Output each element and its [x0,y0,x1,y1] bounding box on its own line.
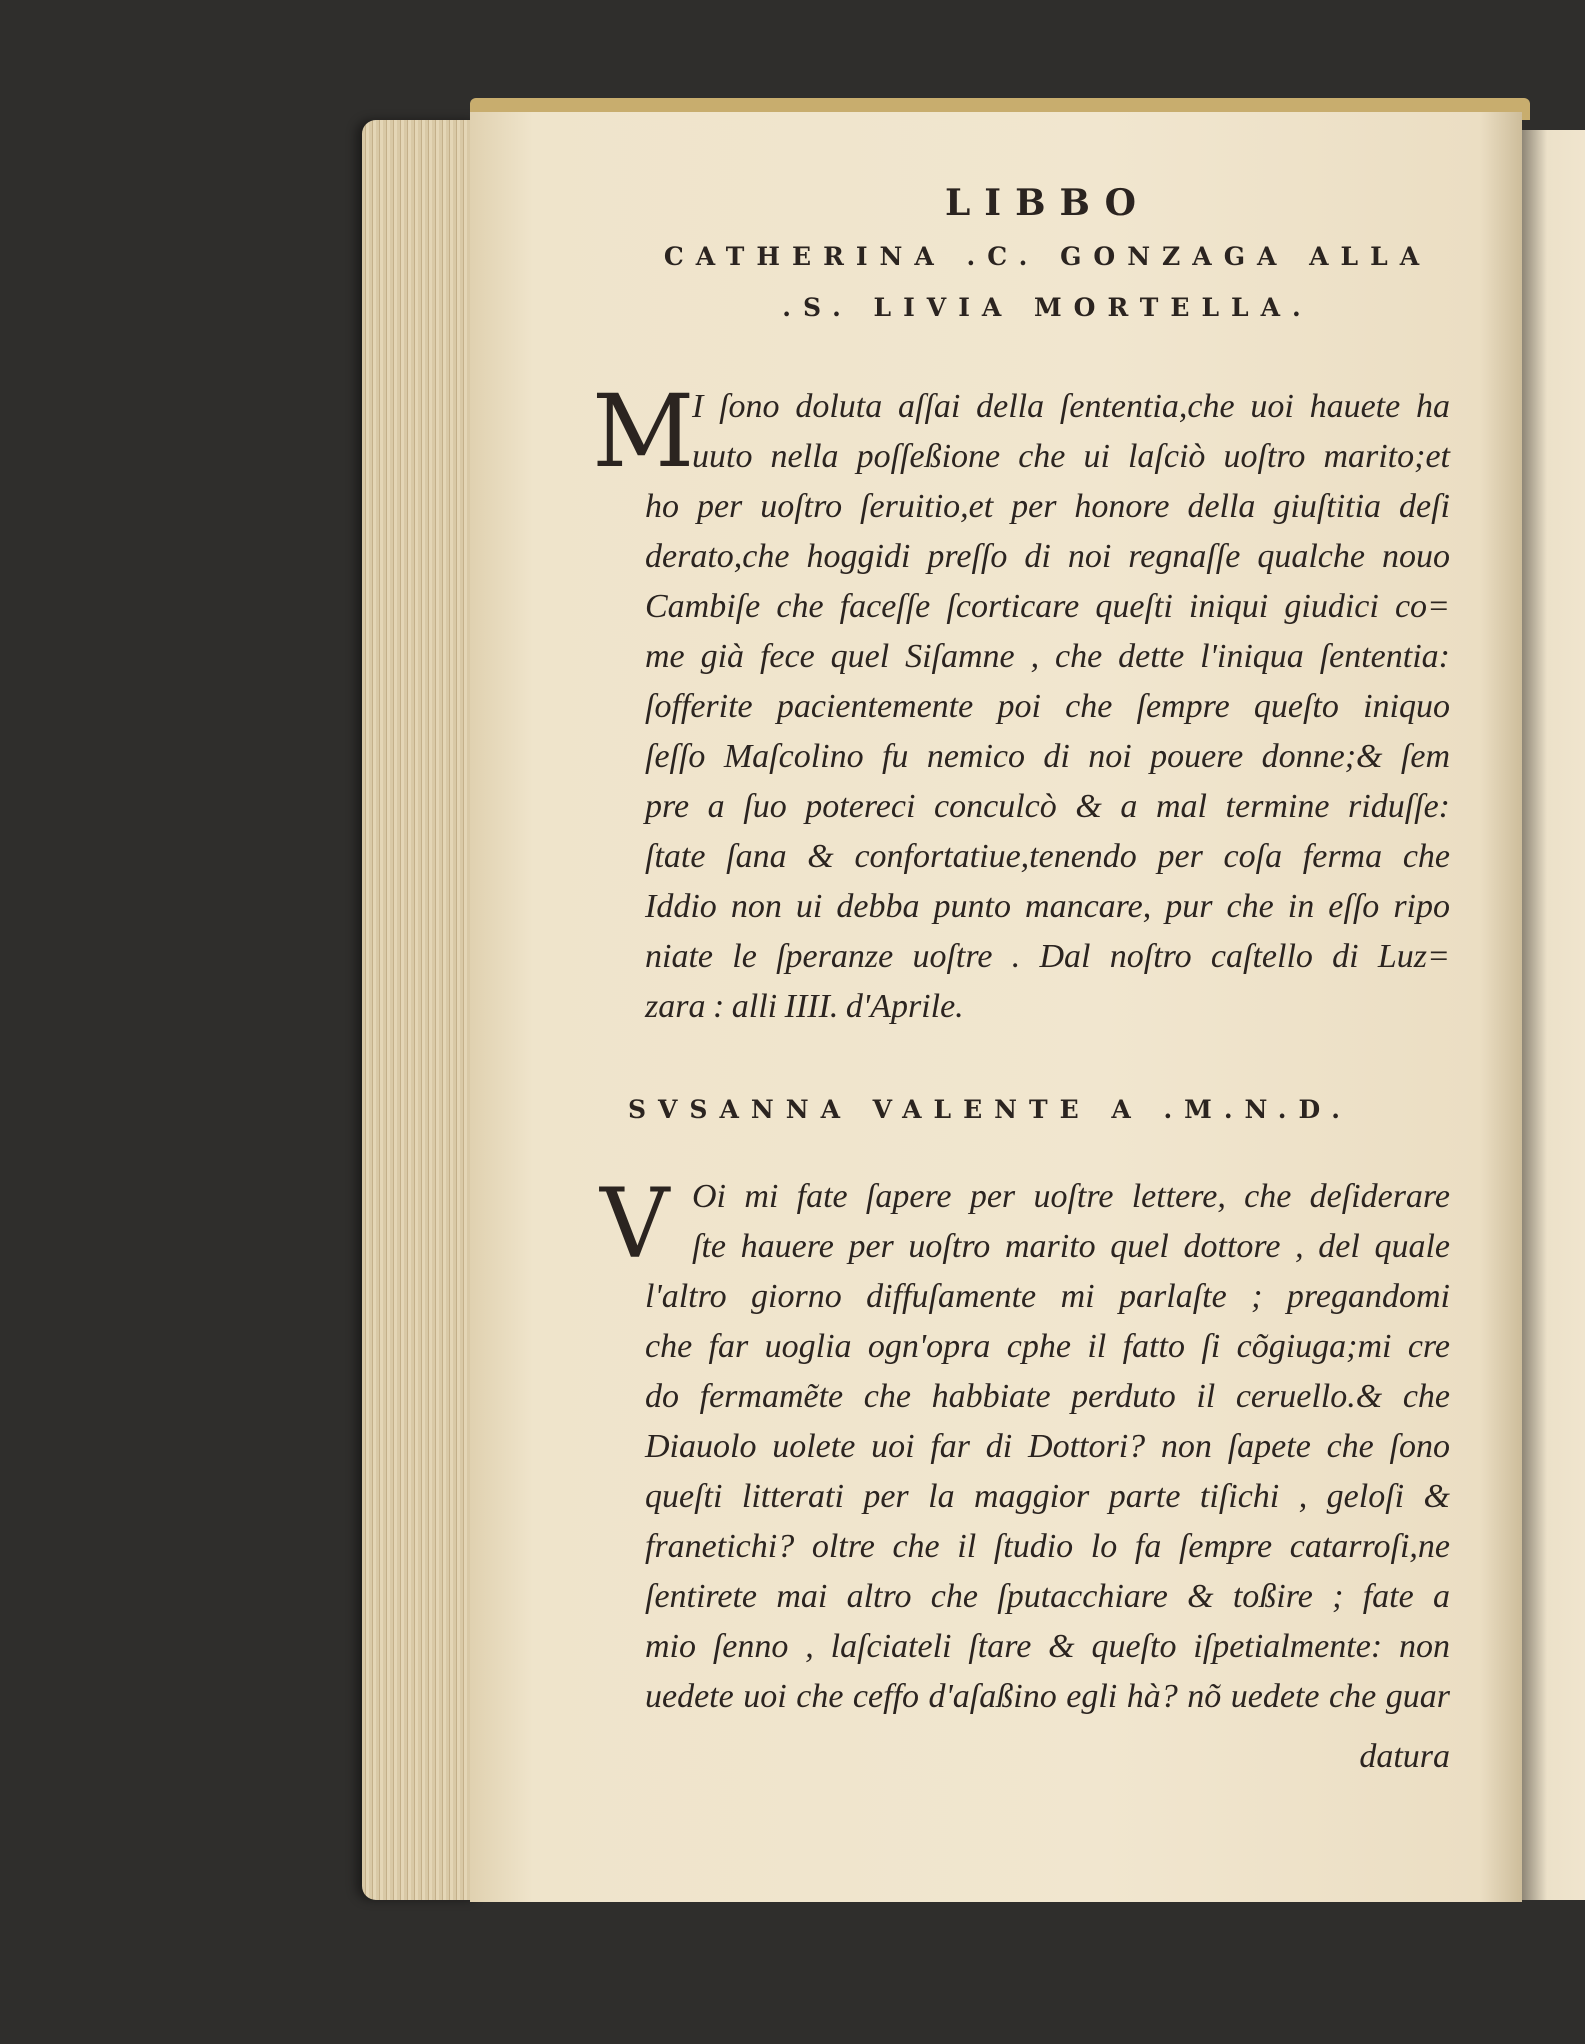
text-line: mio ſenno , laſciateli ſtare & queſto iſpetialmente: non [645,1628,1450,1665]
text-line: ſte hauere per uoſtro marito quel dottore , del quale [692,1228,1450,1265]
text-line: che far uoglia ogn'opra cphe il fatto ſi cõgiuga;mi cre [645,1328,1450,1365]
text-line: franetichi? oltre che il ſtudio lo fa ſempre catarroſi,ne [645,1528,1450,1565]
text-line: Oi mi fate ſapere per uoſtre lettere, che deſiderare [692,1178,1450,1215]
text-line: Iddio non ui debba punto mancare, pur che in eſſo ripo [645,888,1450,925]
text-line: pre a ſuo potereci conculcò & a mal termine riduſſe: [645,788,1450,825]
facing-page-edge [1522,130,1585,1900]
text-line: derato,che hoggidi preſſo di noi regnaſſe qualche nouo [645,538,1450,575]
text-line: uedete uoi che ceffo d'aſaßino egli hà? nõ uedete che guar [645,1678,1450,1715]
running-head: LIBBO [944,182,1151,224]
text-line: ſeſſo Maſcolino fu nemico di noi pouere donne;& ſem [645,738,1450,775]
text-line: zara : alli IIII. d'Aprile. [645,988,964,1025]
text-line: queſti litterati per la maggior parte tiſichi , geloſi & [645,1478,1450,1515]
catchword: datura [1359,1738,1450,1775]
text-line: ſentirete mai altro che ſputacchiare & toßire ; fate a [645,1578,1450,1615]
text-line: do fermamẽte che habbiate perduto il ceruello.& che [645,1378,1450,1415]
text-line: ho per uoſtro ſeruitio,et per honore della giuſtitia deſi [645,488,1450,525]
text-line: uuto nella poſſeßione che ui laſciò uoſtro marito;et [692,438,1450,475]
letter1-heading-line2: .S. LIVIA MORTELLA. [782,293,1313,322]
letter2-heading: SVSANNA VALENTE A .M.N.D. [627,1095,1353,1124]
text-line: Diauolo uolete uoi far di Dottori? non ſapete che ſono [645,1428,1450,1465]
text-line: ſofferite pacientemente poi che ſempre queſto iniquo [645,688,1450,725]
text-line: l'altro giorno diffuſamente mi parlaſte ; pregandomi [645,1278,1450,1315]
text-line: Cambiſe che faceſſe ſcorticare queſti iniqui giudici co= [645,588,1450,625]
text-line: ſtate ſana & confortatiue,tenendo per coſa ferma che [645,838,1450,875]
text-line: niate le ſperanze uoſtre . Dal noſtro caſtello di Luz= [645,938,1450,975]
page-edges [362,120,480,1900]
letter1-heading-line1: CATHERINA .C. GONZAGA ALLA [663,242,1432,271]
drop-cap-m: M [592,373,695,490]
drop-cap-v: V [600,1168,670,1280]
text-line: I ſono doluta aſſai della ſententia,che uoi hauete ha [692,388,1450,425]
text-line: me già fece quel Siſamne , che dette l'iniqua ſententia: [645,638,1450,675]
